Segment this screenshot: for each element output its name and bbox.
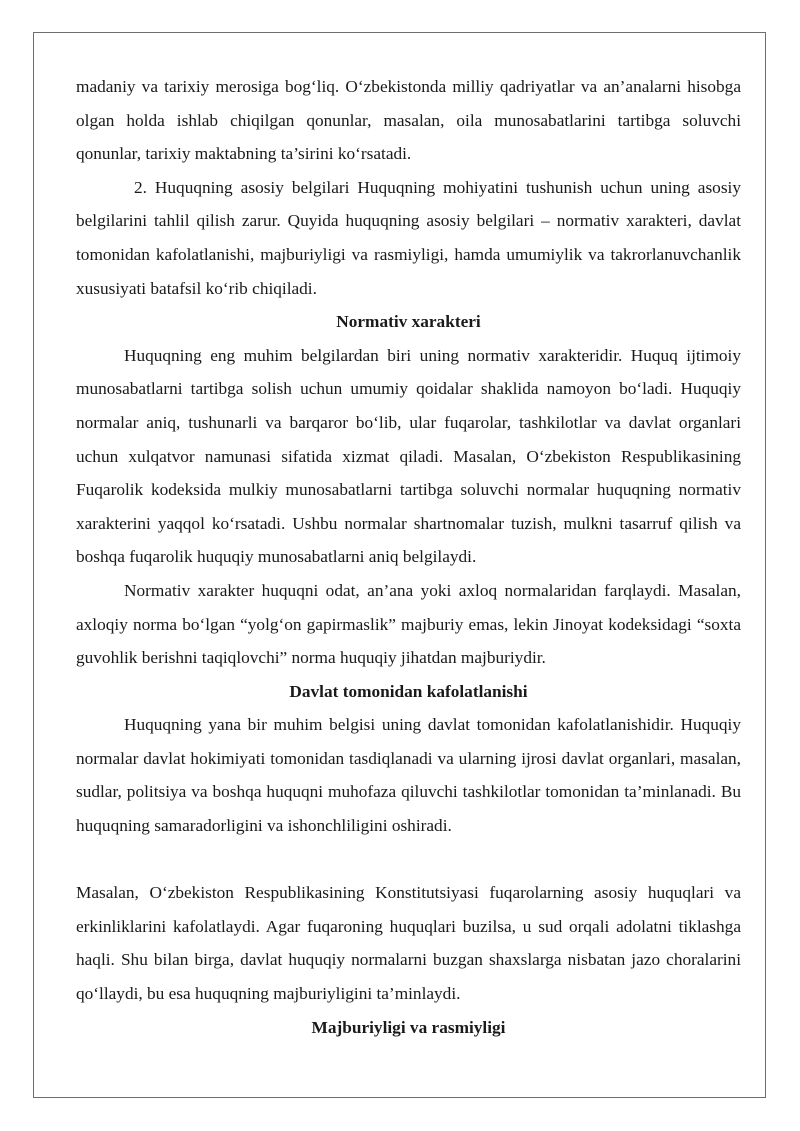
paragraph-normativ-1: Huquqning eng muhim belgilardan biri uning normativ xarakteridir. Huquq ijtimoiy munosabatlarni tartibga solish uchun umumiy qoidalar shaklida namoyon bo‘ladi. Huquqiy normalar aniq, tushunarli va barqaror bo‘lib, ular fuqarolar, tashkilotlar va davlat organlari uchun xulqatvor namunasi sifatida xizmat qiladi. Masalan, O‘zbekiston Respublikasining Fuqarolik kodeksida mulkiy munosabatlarni tartibga soluvchi normalar huquqning normativ xarakterini yaqqol ko‘rsatadi. Ushbu normalar shartnomalar tuzish, mulkni tasarruf qilish va boshqa fuqarolik huquqiy munosabatlarni aniq belgilaydi. xyxy=(76,345,741,567)
paragraph-intro-continuation: madaniy va tarixiy merosiga bog‘liq. O‘zbekistonda milliy qadriyatlar va an’analarni hisobga olgan holda ishlab chiqilgan qonunlar, masalan, oila munosabatlarini tartibga soluvchi qonunlar, tarixiy maktabning ta’sirini ko‘rsatadi. xyxy=(76,77,741,164)
heading-majburiyligi-rasmiyligi: Majburiyligi va rasmiyligi xyxy=(311,1017,506,1037)
paragraph-normativ-2: Normativ xarakter huquqni odat, an’ana yoki axloq normalaridan farqlaydi. Masalan, axloqiy norma bo‘lgan “yolg‘on gapirmaslik” majburiy emas, lekin Jinoyat kodeksidagi “soxta guvohlik berishni taqiqlovchi” norma huquqiy jihatdan majburiydir. xyxy=(76,580,741,668)
blank-line xyxy=(76,843,741,877)
heading-davlat-kafolatlanishi: Davlat tomonidan kafolatlanishi xyxy=(289,681,528,701)
paragraph-davlat-1: Huquqning yana bir muhim belgisi uning davlat tomonidan kafolatlanishidir. Huquqiy normalar davlat hokimiyati tomonidan tasdiqlanadi va ularning ijrosi davlat organlari, masalan, sudlar, politsiya va boshqa huquqni muhofaza qiluvchi tashkilotlar tomonidan ta’minlanadi. Bu huquqning samaradorligini va ishonchliligini oshiradi. xyxy=(76,715,741,836)
paragraph-section-2-intro: 2. Huquqning asosiy belgilari Huquqning mohiyatini tushunish uchun uning asosiy belgilarini tahlil qilish zarur. Quyida huquqning asosiy belgilari – normativ xarakteri, davlat tomonidan kafolatlanishi, majburiyligi va rasmiyligi, hamda umumiylik va takrorlanuvchanlik xususiyati batafsil ko‘rib chiqiladi. xyxy=(76,177,741,298)
document-body xyxy=(76,70,741,1044)
paragraph-davlat-2: Masalan, O‘zbekiston Respublikasining Konstitutsiyasi fuqarolarning asosiy huquqlari va erkinliklarini kafolatlaydi. Agar fuqaroning huquqlari buzilsa, u sud orqali adolatni tiklashga haqli. Shu bilan birga, davlat huquqiy normalarni buzgan shaxslarga nisbatan jazo choralarini qo‘llaydi, bu esa huquqning majburiyligini ta’minlaydi. xyxy=(76,883,741,1004)
heading-normativ-xarakteri: Normativ xarakteri xyxy=(336,312,481,332)
